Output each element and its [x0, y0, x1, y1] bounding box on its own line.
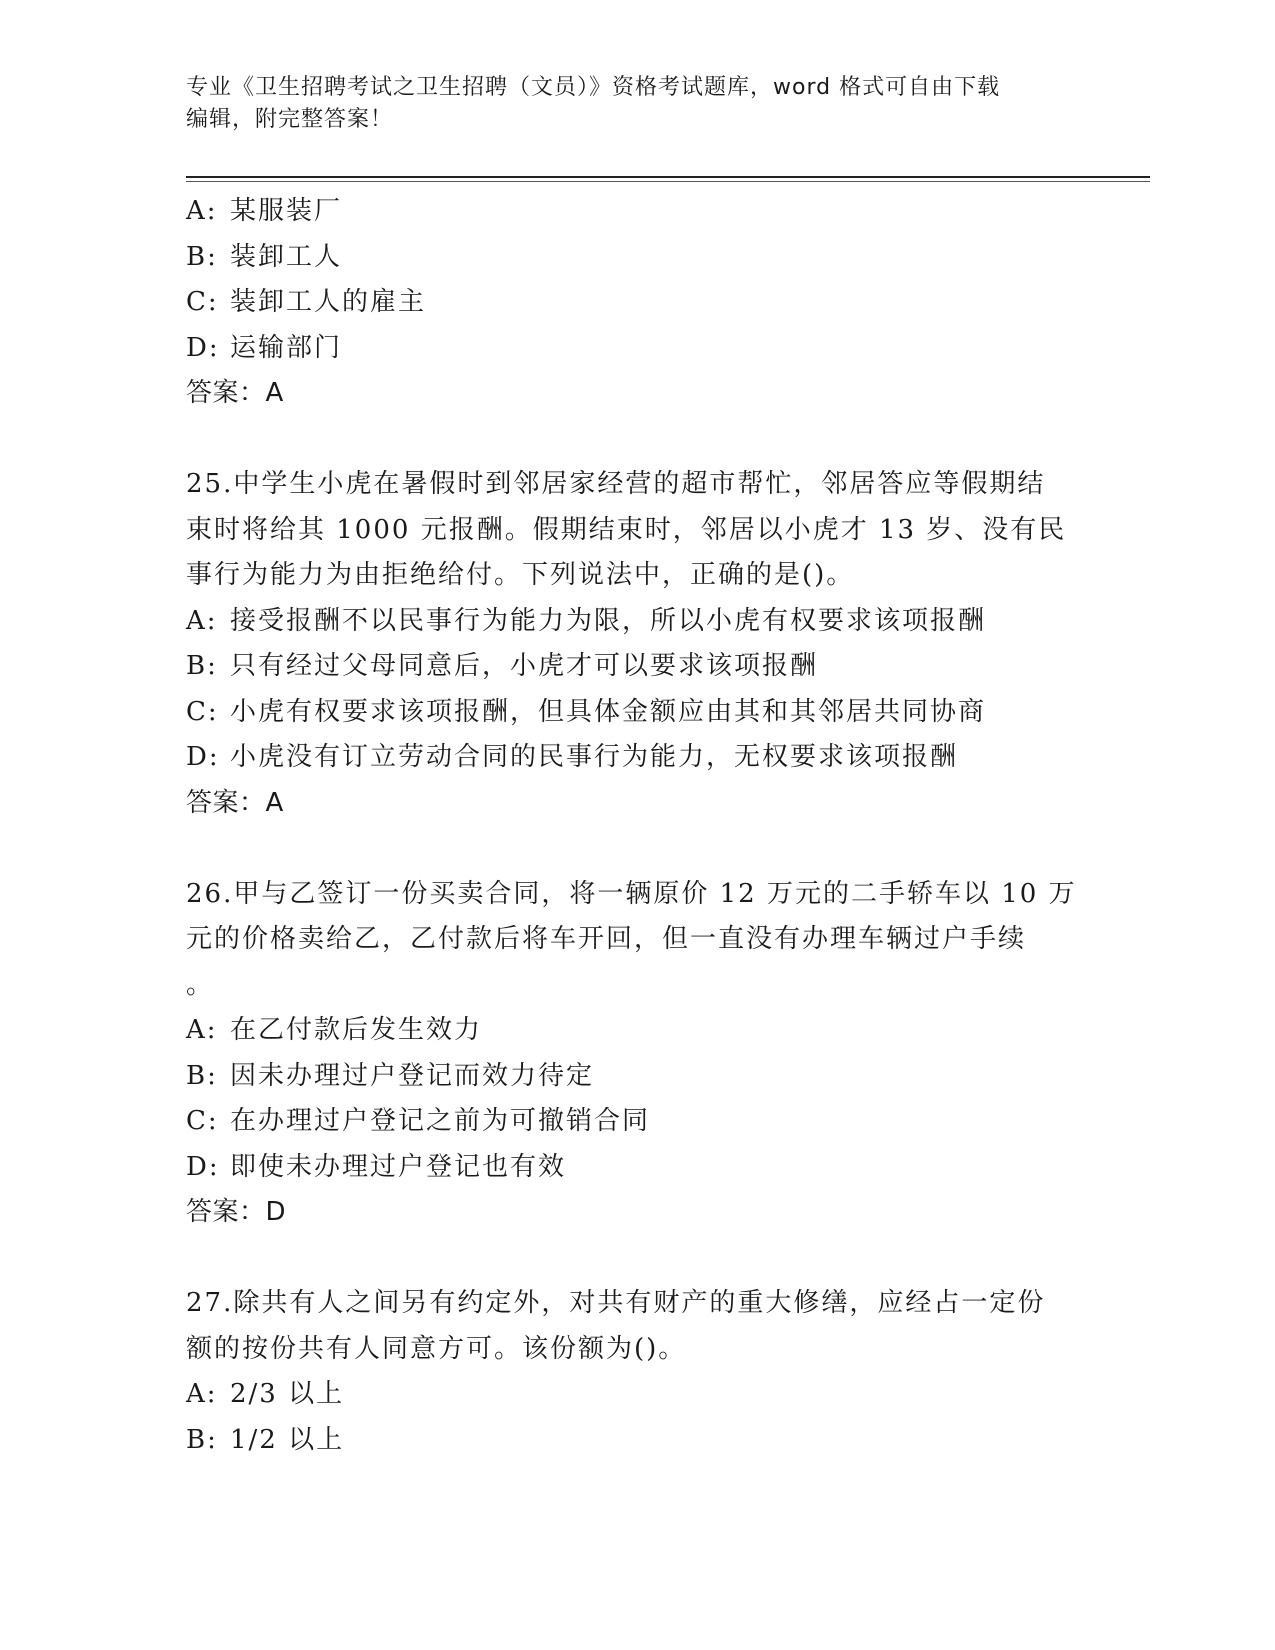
question-text-line: 元的价格卖给乙，乙付款后将车开回，但一直没有办理车辆过户手续 [186, 924, 1027, 954]
question-text-line: 25.中学生小虎在暑假时到邻居家经营的超市帮忙，邻居答应等假期结 [186, 469, 1046, 499]
question-text-line: 27.除共有人之间另有约定外，对共有财产的重大修缮，应经占一定份 [186, 1288, 1046, 1318]
option-c: C: 装卸工人的雇主 [186, 287, 427, 317]
option-b: B: 装卸工人 [186, 241, 343, 272]
question-text-line: 额的按份共有人同意方可。该份额为()。 [186, 1333, 687, 1364]
spacer [186, 1236, 1086, 1282]
question-27 [186, 1281, 1086, 1463]
question-26 [186, 872, 1086, 1236]
option-b: B: 因未办理过户登记而效力待定 [186, 1060, 595, 1091]
question-text-line: 。 [186, 969, 215, 1000]
option-b: B: 1/2 以上 [186, 1424, 345, 1455]
option-d: D: 运输部门 [186, 332, 343, 363]
document-header [186, 72, 1086, 136]
question-text-line: 束时将给其 1000 元报酬。假期结束时，邻居以小虎才 13 岁、没有民 [186, 514, 1067, 545]
answer-line: 答案：A [186, 378, 284, 408]
header-divider-thin [186, 181, 1150, 182]
header-line-2: 编辑，附完整答案！ [186, 107, 394, 132]
question-text-line: 26.甲与乙签订一份买卖合同，将一辆原价 12 万元的二手轿车以 10 万 [186, 878, 1077, 909]
option-d: D: 即使未办理过户登记也有效 [186, 1151, 567, 1182]
question-24-continued [186, 189, 1086, 417]
option-c: C: 小虎有权要求该项报酬，但具体金额应由其和其邻居共同协商 [186, 696, 987, 727]
header-divider-thick [186, 176, 1150, 178]
option-a: A: 某服装厂 [186, 196, 343, 226]
option-c: C: 在办理过户登记之前为可撤销合同 [186, 1106, 651, 1136]
option-a: A: 接受报酬不以民事行为能力为限，所以小虎有权要求该项报酬 [186, 605, 987, 636]
answer-line: 答案：A [186, 787, 284, 818]
spacer [186, 417, 1086, 463]
header-line-1: 专业《卫生招聘考试之卫生招聘（文员）》资格考试题库，word 格式可自由下载 [186, 75, 1001, 100]
question-list [186, 189, 1086, 1463]
spacer [186, 826, 1086, 872]
option-a: A: 2/3 以上 [186, 1379, 345, 1409]
question-25 [186, 462, 1086, 826]
option-b: B: 只有经过父母同意后，小虎才可以要求该项报酬 [186, 651, 819, 681]
option-a: A: 在乙付款后发生效力 [186, 1015, 483, 1045]
answer-line: 答案：D [186, 1197, 287, 1227]
option-d: D: 小虎没有订立劳动合同的民事行为能力，无权要求该项报酬 [186, 742, 959, 772]
question-text-line: 事行为能力为由拒绝给付。下列说法中，正确的是()。 [186, 560, 855, 590]
